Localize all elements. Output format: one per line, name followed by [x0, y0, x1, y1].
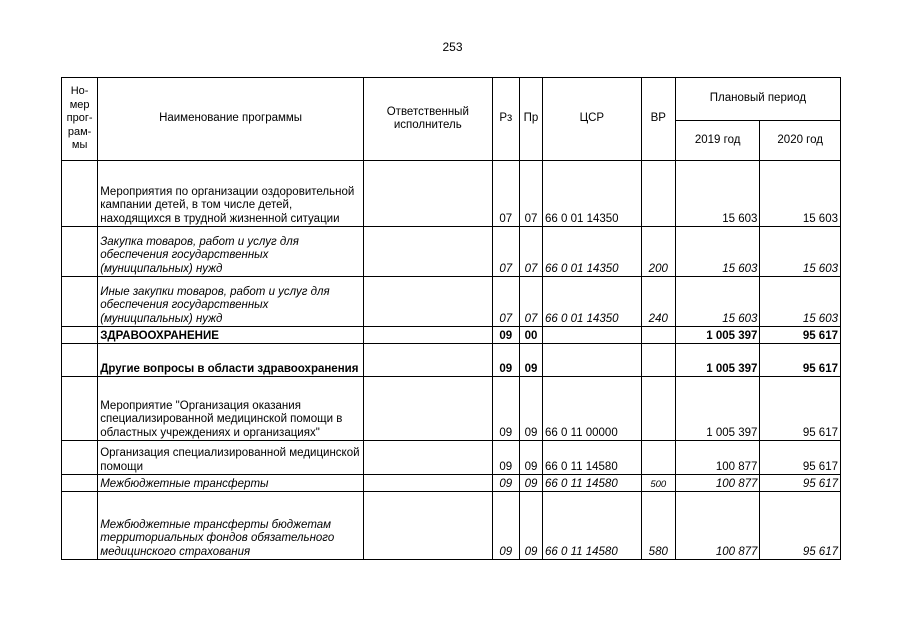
cell-vr: 240: [641, 277, 675, 327]
cell-2020: 95 617: [760, 441, 841, 475]
cell-vr: [641, 161, 675, 227]
cell-2019: 100 877: [675, 475, 760, 492]
cell-2020: 15 603: [760, 161, 841, 227]
cell-vr: 500: [641, 475, 675, 492]
cell-rz: 07: [492, 161, 519, 227]
cell-pr: 00: [519, 327, 542, 344]
cell-2019: 1 005 397: [675, 327, 760, 344]
cell-vr: [641, 441, 675, 475]
cell-pr: 09: [519, 492, 542, 560]
cell-executor: [363, 492, 492, 560]
header-executor: Ответственный исполнитель: [363, 78, 492, 161]
cell-csr: [543, 327, 642, 344]
cell-number: [62, 492, 98, 560]
cell-number: [62, 227, 98, 277]
cell-pr: 09: [519, 475, 542, 492]
table-row: [62, 377, 841, 441]
cell-csr: 66 0 01 14350: [543, 161, 642, 227]
cell-rz: 09: [492, 441, 519, 475]
table-body: [62, 161, 841, 560]
table-row: [62, 277, 841, 327]
cell-executor: [363, 475, 492, 492]
cell-rz: 09: [492, 344, 519, 377]
header-vr: ВР: [641, 78, 675, 161]
cell-csr: 66 0 11 14580: [543, 492, 642, 560]
cell-pr: 09: [519, 441, 542, 475]
cell-name: Иные закупки товаров, работ и услуг для обеспечения государственных (муниципальных) нужд: [98, 277, 364, 327]
cell-csr: [543, 344, 642, 377]
table-row: [62, 475, 841, 492]
cell-csr: 66 0 11 00000: [543, 377, 642, 441]
table-row: [62, 227, 841, 277]
header-rz: Рз: [492, 78, 519, 161]
cell-name: Другие вопросы в области здравоохранения: [98, 344, 364, 377]
cell-csr: 66 0 01 14350: [543, 227, 642, 277]
cell-vr: [641, 344, 675, 377]
cell-2019: 100 877: [675, 441, 760, 475]
cell-2020: 95 617: [760, 475, 841, 492]
header-program-number: [62, 78, 98, 161]
table-header: [62, 78, 841, 161]
header-year-2019: 2019 год: [675, 121, 760, 161]
cell-number: [62, 161, 98, 227]
cell-pr: 09: [519, 344, 542, 377]
cell-executor: [363, 227, 492, 277]
cell-executor: [363, 161, 492, 227]
cell-csr: 66 0 11 14580: [543, 475, 642, 492]
cell-2019: 1 005 397: [675, 377, 760, 441]
cell-name: Организация специализированной медицинской помощи: [98, 441, 364, 475]
cell-name: Межбюджетные трансферты бюджетам территориальных фондов обязательного медицинского страхования: [98, 492, 364, 560]
header-program-name: Наименование программы: [98, 78, 364, 161]
cell-rz: 09: [492, 492, 519, 560]
page-number: 253: [442, 40, 463, 54]
table-row: [62, 161, 841, 227]
cell-2020: 95 617: [760, 327, 841, 344]
header-csr: ЦСР: [543, 78, 642, 161]
cell-rz: 07: [492, 227, 519, 277]
cell-rz: 09: [492, 327, 519, 344]
cell-pr: 07: [519, 161, 542, 227]
cell-2019: 1 005 397: [675, 344, 760, 377]
cell-2020: 15 603: [760, 277, 841, 327]
cell-2020: 95 617: [760, 344, 841, 377]
cell-2019: 15 603: [675, 227, 760, 277]
cell-executor: [363, 377, 492, 441]
cell-name: Закупка товаров, работ и услуг для обеспечения государственных (муниципальных) нужд: [98, 227, 364, 277]
cell-vr: 200: [641, 227, 675, 277]
cell-2020: 95 617: [760, 377, 841, 441]
cell-vr: [641, 377, 675, 441]
cell-name: Мероприятия по организации оздоровительной кампании детей, в том числе детей, находящихся в трудной жизненной ситуации: [98, 161, 364, 227]
cell-executor: [363, 441, 492, 475]
cell-csr: 66 0 01 14350: [543, 277, 642, 327]
header-year-2020: 2020 год: [760, 121, 841, 161]
cell-name: Мероприятие "Организация оказания специализированной медицинской помощи в областных учреждениях и организациях": [98, 377, 364, 441]
header-pr: Пр: [519, 78, 542, 161]
cell-number: [62, 327, 98, 344]
cell-executor: [363, 277, 492, 327]
cell-2019: 100 877: [675, 492, 760, 560]
table-row: [62, 492, 841, 560]
header-planned-period: Плановый период: [675, 78, 840, 121]
cell-vr: [641, 327, 675, 344]
cell-number: [62, 475, 98, 492]
cell-rz: 09: [492, 475, 519, 492]
header-program-number-text: Но- мер прог- рам- мы: [66, 85, 93, 152]
table-row: [62, 344, 841, 377]
table-row: [62, 327, 841, 344]
cell-number: [62, 441, 98, 475]
table-row: [62, 441, 841, 475]
budget-table: [61, 77, 841, 560]
cell-rz: 09: [492, 377, 519, 441]
cell-number: [62, 377, 98, 441]
cell-number: [62, 344, 98, 377]
cell-csr: 66 0 11 14580: [543, 441, 642, 475]
cell-pr: 09: [519, 377, 542, 441]
cell-2020: 95 617: [760, 492, 841, 560]
cell-2019: 15 603: [675, 161, 760, 227]
cell-name: ЗДРАВООХРАНЕНИЕ: [98, 327, 364, 344]
cell-executor: [363, 327, 492, 344]
cell-vr: 580: [641, 492, 675, 560]
cell-number: [62, 277, 98, 327]
cell-name: Межбюджетные трансферты: [98, 475, 364, 492]
cell-rz: 07: [492, 277, 519, 327]
cell-2019: 15 603: [675, 277, 760, 327]
cell-pr: 07: [519, 277, 542, 327]
cell-2020: 15 603: [760, 227, 841, 277]
cell-pr: 07: [519, 227, 542, 277]
cell-executor: [363, 344, 492, 377]
